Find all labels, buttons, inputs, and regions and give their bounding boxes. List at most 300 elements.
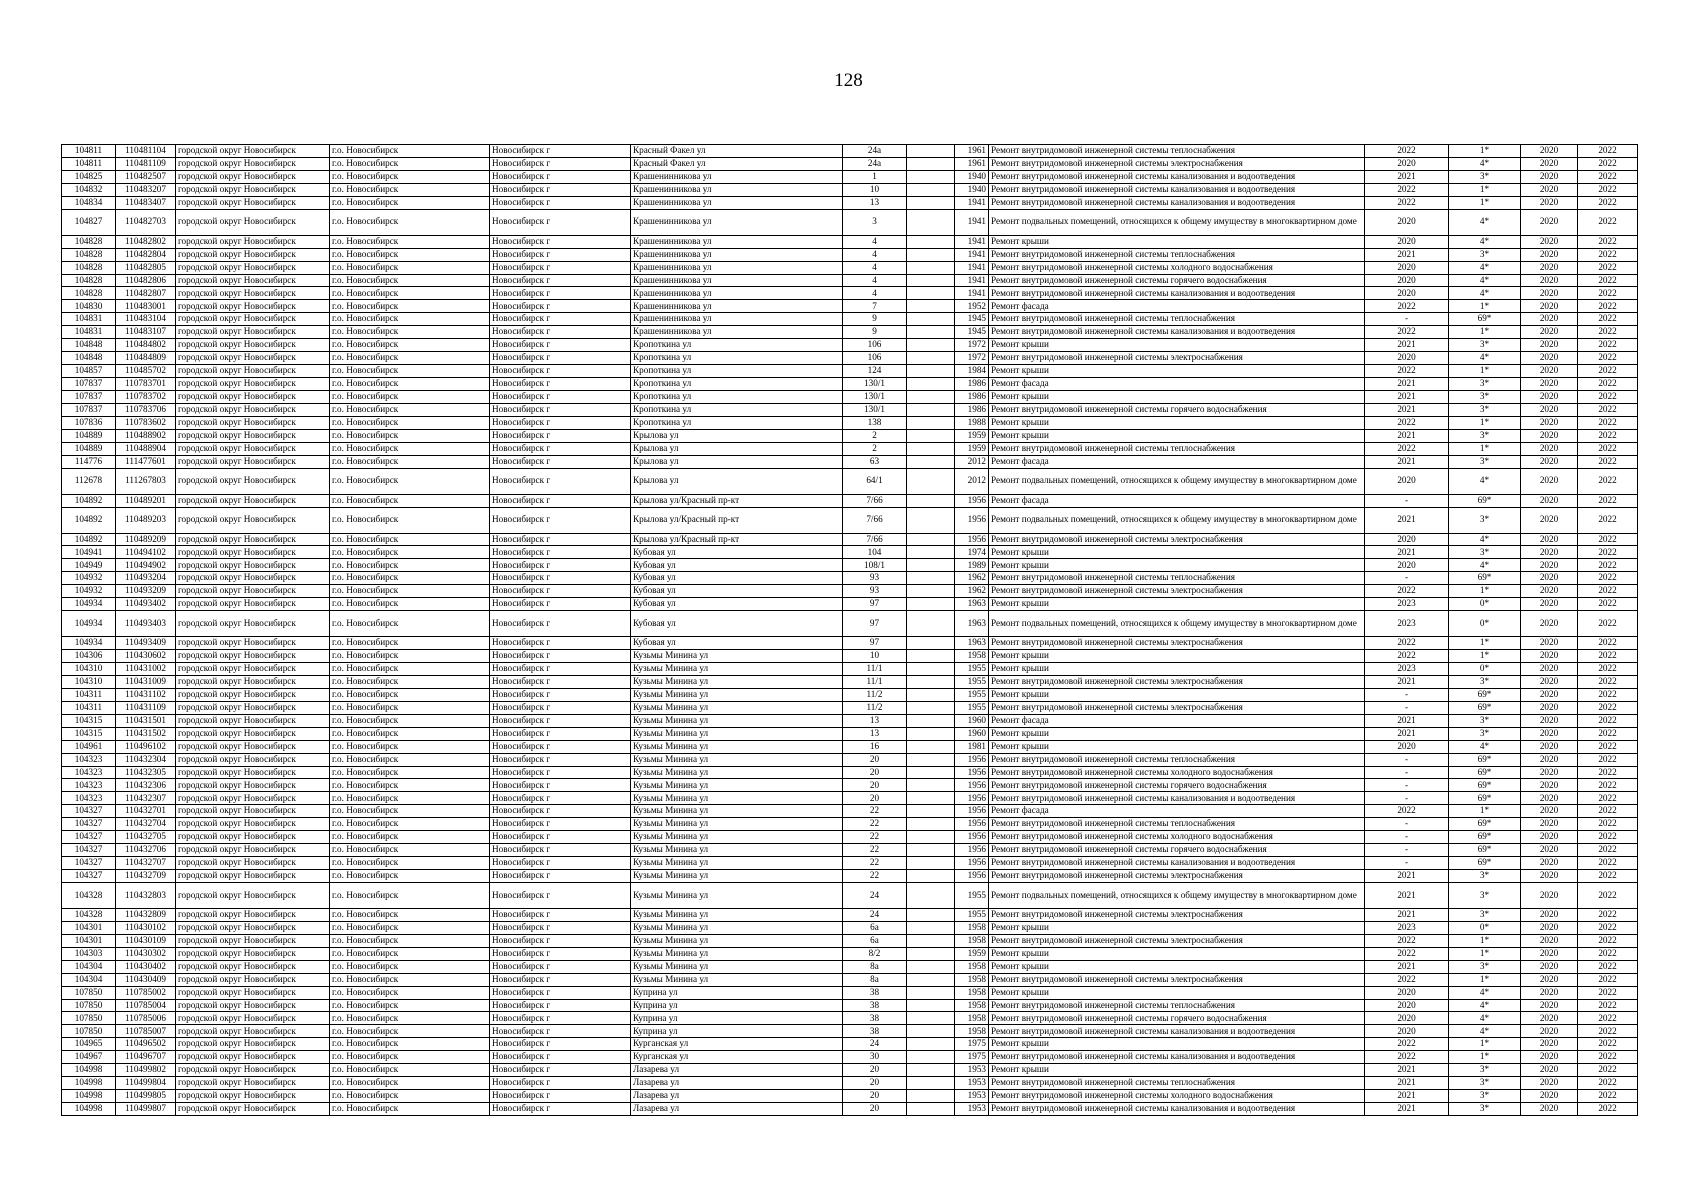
work-type-cell: Ремонт внутридомовой инженерной системы холодного водоснабжения [989,1090,1365,1103]
building-cell [907,1090,955,1103]
district-cell: г.о. Новосибирск [330,287,490,300]
plan-year-cell: 2022 [1365,1038,1449,1051]
work-type-cell: Ремонт крыши [989,986,1365,999]
house-id-cell: 114776 [62,455,116,468]
work-type-cell: Ремонт внутридомовой инженерной системы канализования и водоотведения [989,326,1365,339]
priority-cell: 69* [1449,701,1521,714]
municipality-cell: городской округ Новосибирск [176,857,330,870]
municipality-cell: городской округ Новосибирск [176,908,330,921]
house-number-cell: 1 [843,170,907,183]
street-cell: Кузьмы Минина ул [631,973,843,986]
house-id-cell: 104998 [62,1077,116,1090]
district-cell: г.о. Новосибирск [330,727,490,740]
work-type-cell: Ремонт внутридомовой инженерной системы горячего водоснабжения [989,844,1365,857]
priority-cell: 3* [1449,170,1521,183]
year-built-cell: 1941 [955,196,989,209]
record-id-cell: 110493209 [116,585,176,598]
municipality-cell: городской округ Новосибирск [176,507,330,533]
building-cell [907,235,955,248]
street-cell: Курганская ул [631,1038,843,1051]
district-cell: г.о. Новосибирск [330,882,490,908]
period-end-cell: 2022 [1578,1064,1638,1077]
street-cell: Крылова ул/Красный пр-кт [631,507,843,533]
house-id-cell: 104323 [62,779,116,792]
record-id-cell: 110484809 [116,352,176,365]
period-start-cell: 2020 [1521,986,1578,999]
district-cell: г.о. Новосибирск [330,779,490,792]
priority-cell: 1* [1449,650,1521,663]
municipality-cell: городской округ Новосибирск [176,494,330,507]
street-cell: Кузьмы Минина ул [631,727,843,740]
work-type-cell: Ремонт внутридомовой инженерной системы электроснабжения [989,973,1365,986]
priority-cell: 4* [1449,352,1521,365]
plan-year-cell: 2020 [1365,1012,1449,1025]
plan-year-cell: 2021 [1365,960,1449,973]
work-type-cell: Ремонт внутридомовой инженерной системы теплоснабжения [989,572,1365,585]
street-cell: Кузьмы Минина ул [631,831,843,844]
year-built-cell: 1958 [955,934,989,947]
municipality-cell: городской округ Новосибирск [176,882,330,908]
year-built-cell: 1945 [955,326,989,339]
record-id-cell: 110482807 [116,287,176,300]
work-type-cell: Ремонт подвальных помещений, относящихся к общему имуществу в многоквартирном доме [989,468,1365,494]
period-end-cell: 2022 [1578,637,1638,650]
building-cell [907,429,955,442]
street-cell: Кубовая ул [631,598,843,611]
municipality-cell: городской округ Новосибирск [176,1103,330,1116]
municipality-cell: городской округ Новосибирск [176,818,330,831]
municipality-cell: городской округ Новосибирск [176,766,330,779]
year-built-cell: 1958 [955,1012,989,1025]
table-row [62,326,1638,339]
work-type-cell: Ремонт внутридомовой инженерной системы электроснабжения [989,585,1365,598]
house-number-cell: 13 [843,196,907,209]
building-cell [907,999,955,1012]
work-type-cell: Ремонт крыши [989,546,1365,559]
table-row [62,533,1638,546]
street-cell: Кропоткина ул [631,416,843,429]
building-cell [907,870,955,883]
house-number-cell: 9 [843,326,907,339]
record-id-cell: 110482804 [116,248,176,261]
house-id-cell: 104832 [62,183,116,196]
street-cell: Лазарева ул [631,1077,843,1090]
building-cell [907,339,955,352]
year-built-cell: 1986 [955,403,989,416]
period-start-cell: 2020 [1521,429,1578,442]
period-end-cell: 2022 [1578,598,1638,611]
period-start-cell: 2020 [1521,1090,1578,1103]
city-cell: Новосибирск г [490,235,631,248]
house-number-cell: 93 [843,572,907,585]
plan-year-cell: - [1365,831,1449,844]
year-built-cell: 1972 [955,352,989,365]
house-number-cell: 7/66 [843,494,907,507]
table-row [62,559,1638,572]
house-id-cell: 104998 [62,1103,116,1116]
work-type-cell: Ремонт внутридомовой инженерной системы теплоснабжения [989,999,1365,1012]
district-cell: г.о. Новосибирск [330,300,490,313]
plan-year-cell: 2021 [1365,714,1449,727]
plan-year-cell: 2022 [1365,1051,1449,1064]
year-built-cell: 1963 [955,611,989,637]
plan-year-cell: 2020 [1365,157,1449,170]
record-id-cell: 110496502 [116,1038,176,1051]
city-cell: Новосибирск г [490,1090,631,1103]
year-built-cell: 1972 [955,339,989,352]
period-start-cell: 2020 [1521,688,1578,701]
municipality-cell: городской округ Новосибирск [176,727,330,740]
district-cell: г.о. Новосибирск [330,650,490,663]
record-id-cell: 110489209 [116,533,176,546]
table-row [62,261,1638,274]
house-id-cell: 104327 [62,844,116,857]
house-number-cell: 22 [843,831,907,844]
record-id-cell: 110483104 [116,313,176,326]
year-built-cell: 1959 [955,429,989,442]
house-number-cell: 97 [843,637,907,650]
building-cell [907,740,955,753]
table-row [62,403,1638,416]
street-cell: Кубовая ул [631,572,843,585]
table-row [62,727,1638,740]
plan-year-cell: 2021 [1365,403,1449,416]
period-start-cell: 2020 [1521,1012,1578,1025]
house-number-cell: 8а [843,973,907,986]
period-end-cell: 2022 [1578,934,1638,947]
period-end-cell: 2022 [1578,507,1638,533]
building-cell [907,274,955,287]
plan-year-cell: 2022 [1365,416,1449,429]
house-number-cell: 20 [843,1077,907,1090]
city-cell: Новосибирск г [490,1064,631,1077]
house-number-cell: 8/2 [843,947,907,960]
house-id-cell: 104932 [62,585,116,598]
municipality-cell: городской округ Новосибирск [176,663,330,676]
municipality-cell: городской округ Новосибирск [176,740,330,753]
table-row [62,934,1638,947]
record-id-cell: 110482703 [116,209,176,235]
priority-cell: 4* [1449,468,1521,494]
house-id-cell: 107850 [62,1012,116,1025]
street-cell: Кузьмы Минина ул [631,818,843,831]
plan-year-cell: 2023 [1365,921,1449,934]
priority-cell: 69* [1449,572,1521,585]
priority-cell: 3* [1449,378,1521,391]
city-cell: Новосибирск г [490,378,631,391]
period-end-cell: 2022 [1578,870,1638,883]
priority-cell: 3* [1449,429,1521,442]
building-cell [907,766,955,779]
city-cell: Новосибирск г [490,688,631,701]
house-id-cell: 104811 [62,157,116,170]
house-number-cell: 20 [843,1064,907,1077]
building-cell [907,675,955,688]
period-start-cell: 2020 [1521,1025,1578,1038]
period-start-cell: 2020 [1521,390,1578,403]
district-cell: г.о. Новосибирск [330,675,490,688]
house-id-cell: 104310 [62,663,116,676]
street-cell: Крашенинникова ул [631,261,843,274]
table-row [62,947,1638,960]
period-start-cell: 2020 [1521,870,1578,883]
municipality-cell: городской округ Новосибирск [176,701,330,714]
period-start-cell: 2020 [1521,831,1578,844]
city-cell: Новосибирск г [490,494,631,507]
municipality-cell: городской округ Новосибирск [176,157,330,170]
period-start-cell: 2020 [1521,352,1578,365]
priority-cell: 4* [1449,986,1521,999]
period-end-cell: 2022 [1578,274,1638,287]
table-row [62,507,1638,533]
work-type-cell: Ремонт крыши [989,1038,1365,1051]
building-cell [907,714,955,727]
plan-year-cell: 2020 [1365,999,1449,1012]
house-id-cell: 107850 [62,1025,116,1038]
table-row [62,313,1638,326]
city-cell: Новосибирск г [490,507,631,533]
plan-year-cell: 2022 [1365,947,1449,960]
municipality-cell: городской округ Новосибирск [176,1025,330,1038]
plan-year-cell: 2023 [1365,598,1449,611]
building-cell [907,403,955,416]
city-cell: Новосибирск г [490,403,631,416]
work-type-cell: Ремонт внутридомовой инженерной системы электроснабжения [989,870,1365,883]
district-cell: г.о. Новосибирск [330,999,490,1012]
house-id-cell: 104998 [62,1090,116,1103]
district-cell: г.о. Новосибирск [330,261,490,274]
table-row [62,1051,1638,1064]
year-built-cell: 1945 [955,313,989,326]
priority-cell: 1* [1449,973,1521,986]
table-row [62,908,1638,921]
street-cell: Кузьмы Минина ул [631,688,843,701]
municipality-cell: городской округ Новосибирск [176,403,330,416]
district-cell: г.о. Новосибирск [330,157,490,170]
house-id-cell: 104892 [62,533,116,546]
municipality-cell: городской округ Новосибирск [176,792,330,805]
year-built-cell: 1940 [955,170,989,183]
building-cell [907,352,955,365]
year-built-cell: 1956 [955,779,989,792]
record-id-cell: 110431002 [116,663,176,676]
period-end-cell: 2022 [1578,831,1638,844]
work-type-cell: Ремонт внутридомовой инженерной системы электроснабжения [989,157,1365,170]
period-end-cell: 2022 [1578,300,1638,313]
plan-year-cell: 2022 [1365,973,1449,986]
period-end-cell: 2022 [1578,145,1638,158]
year-built-cell: 1956 [955,507,989,533]
district-cell: г.о. Новосибирск [330,313,490,326]
record-id-cell: 110432705 [116,831,176,844]
period-start-cell: 2020 [1521,973,1578,986]
priority-cell: 3* [1449,390,1521,403]
house-number-cell: 24 [843,908,907,921]
house-number-cell: 13 [843,727,907,740]
period-start-cell: 2020 [1521,999,1578,1012]
city-cell: Новосибирск г [490,1051,631,1064]
district-cell: г.о. Новосибирск [330,533,490,546]
record-id-cell: 110482806 [116,274,176,287]
period-start-cell: 2020 [1521,455,1578,468]
city-cell: Новосибирск г [490,727,631,740]
plan-year-cell: 2020 [1365,261,1449,274]
year-built-cell: 1956 [955,753,989,766]
plan-year-cell: - [1365,818,1449,831]
priority-cell: 69* [1449,494,1521,507]
period-end-cell: 2022 [1578,378,1638,391]
street-cell: Кузьмы Минина ул [631,663,843,676]
city-cell: Новосибирск г [490,313,631,326]
municipality-cell: городской округ Новосибирск [176,1012,330,1025]
street-cell: Кузьмы Минина ул [631,675,843,688]
house-id-cell: 104310 [62,675,116,688]
street-cell: Кропоткина ул [631,390,843,403]
record-id-cell: 110432307 [116,792,176,805]
period-end-cell: 2022 [1578,1038,1638,1051]
priority-cell: 3* [1449,882,1521,908]
priority-cell: 3* [1449,248,1521,261]
building-cell [907,196,955,209]
street-cell: Крылова ул/Красный пр-кт [631,494,843,507]
municipality-cell: городской округ Новосибирск [176,145,330,158]
period-start-cell: 2020 [1521,507,1578,533]
table-row [62,183,1638,196]
house-id-cell: 107850 [62,986,116,999]
work-type-cell: Ремонт внутридомовой инженерной системы электроснабжения [989,701,1365,714]
table-row [62,378,1638,391]
table-row [62,598,1638,611]
work-type-cell: Ремонт фасада [989,378,1365,391]
city-cell: Новосибирск г [490,934,631,947]
work-type-cell: Ремонт крыши [989,947,1365,960]
priority-cell: 1* [1449,805,1521,818]
priority-cell: 69* [1449,688,1521,701]
street-cell: Красный Факел ул [631,157,843,170]
period-start-cell: 2020 [1521,261,1578,274]
street-cell: Крашенинникова ул [631,209,843,235]
building-cell [907,572,955,585]
district-cell: г.о. Новосибирск [330,170,490,183]
year-built-cell: 1986 [955,378,989,391]
record-id-cell: 110496102 [116,740,176,753]
priority-cell: 1* [1449,934,1521,947]
period-end-cell: 2022 [1578,818,1638,831]
building-cell [907,701,955,714]
work-type-cell: Ремонт крыши [989,688,1365,701]
house-number-cell: 7/66 [843,533,907,546]
district-cell: г.о. Новосибирск [330,378,490,391]
building-cell [907,1025,955,1038]
district-cell: г.о. Новосибирск [330,183,490,196]
house-id-cell: 104327 [62,857,116,870]
building-cell [907,533,955,546]
year-built-cell: 1952 [955,300,989,313]
period-end-cell: 2022 [1578,1025,1638,1038]
table-body [62,145,1638,1116]
priority-cell: 3* [1449,908,1521,921]
table-row [62,300,1638,313]
house-id-cell: 104848 [62,352,116,365]
table-row [62,663,1638,676]
municipality-cell: городской округ Новосибирск [176,986,330,999]
table-row [62,973,1638,986]
district-cell: г.о. Новосибирск [330,403,490,416]
house-id-cell: 104304 [62,973,116,986]
year-built-cell: 1953 [955,1077,989,1090]
district-cell: г.о. Новосибирск [330,365,490,378]
building-cell [907,442,955,455]
district-cell: г.о. Новосибирск [330,908,490,921]
period-end-cell: 2022 [1578,352,1638,365]
street-cell: Кузьмы Минина ул [631,857,843,870]
period-start-cell: 2020 [1521,326,1578,339]
plan-year-cell: 2020 [1365,209,1449,235]
period-start-cell: 2020 [1521,403,1578,416]
year-built-cell: 1958 [955,999,989,1012]
record-id-cell: 110483001 [116,300,176,313]
year-built-cell: 1956 [955,857,989,870]
period-start-cell: 2020 [1521,196,1578,209]
building-cell [907,857,955,870]
building-cell [907,947,955,960]
city-cell: Новосибирск г [490,339,631,352]
city-cell: Новосибирск г [490,287,631,300]
city-cell: Новосибирск г [490,831,631,844]
year-built-cell: 1988 [955,416,989,429]
district-cell: г.о. Новосибирск [330,442,490,455]
period-end-cell: 2022 [1578,857,1638,870]
work-type-cell: Ремонт внутридомовой инженерной системы электроснабжения [989,637,1365,650]
work-type-cell: Ремонт внутридомовой инженерной системы электроснабжения [989,934,1365,947]
district-cell: г.о. Новосибирск [330,934,490,947]
plan-year-cell: 2022 [1365,650,1449,663]
work-type-cell: Ремонт внутридомовой инженерной системы канализования и водоотведения [989,857,1365,870]
plan-year-cell: 2022 [1365,805,1449,818]
year-built-cell: 1941 [955,274,989,287]
house-number-cell: 106 [843,352,907,365]
period-end-cell: 2022 [1578,714,1638,727]
city-cell: Новосибирск г [490,598,631,611]
house-number-cell: 38 [843,1025,907,1038]
priority-cell: 3* [1449,455,1521,468]
district-cell: г.о. Новосибирск [330,663,490,676]
city-cell: Новосибирск г [490,986,631,999]
year-built-cell: 1958 [955,986,989,999]
record-id-cell: 110481104 [116,145,176,158]
house-number-cell: 38 [843,986,907,999]
priority-cell: 1* [1449,300,1521,313]
street-cell: Кузьмы Минина ул [631,960,843,973]
municipality-cell: городской округ Новосибирск [176,1090,330,1103]
work-type-cell: Ремонт крыши [989,235,1365,248]
city-cell: Новосибирск г [490,637,631,650]
table-row [62,572,1638,585]
district-cell: г.о. Новосибирск [330,792,490,805]
street-cell: Крашенинникова ул [631,287,843,300]
period-start-cell: 2020 [1521,650,1578,663]
building-cell [907,792,955,805]
year-built-cell: 1956 [955,818,989,831]
year-built-cell: 1984 [955,365,989,378]
municipality-cell: городской округ Новосибирск [176,1064,330,1077]
municipality-cell: городской округ Новосибирск [176,248,330,261]
city-cell: Новосибирск г [490,209,631,235]
priority-cell: 69* [1449,857,1521,870]
plan-year-cell: 2021 [1365,248,1449,261]
municipality-cell: городской округ Новосибирск [176,844,330,857]
street-cell: Крылова ул [631,442,843,455]
